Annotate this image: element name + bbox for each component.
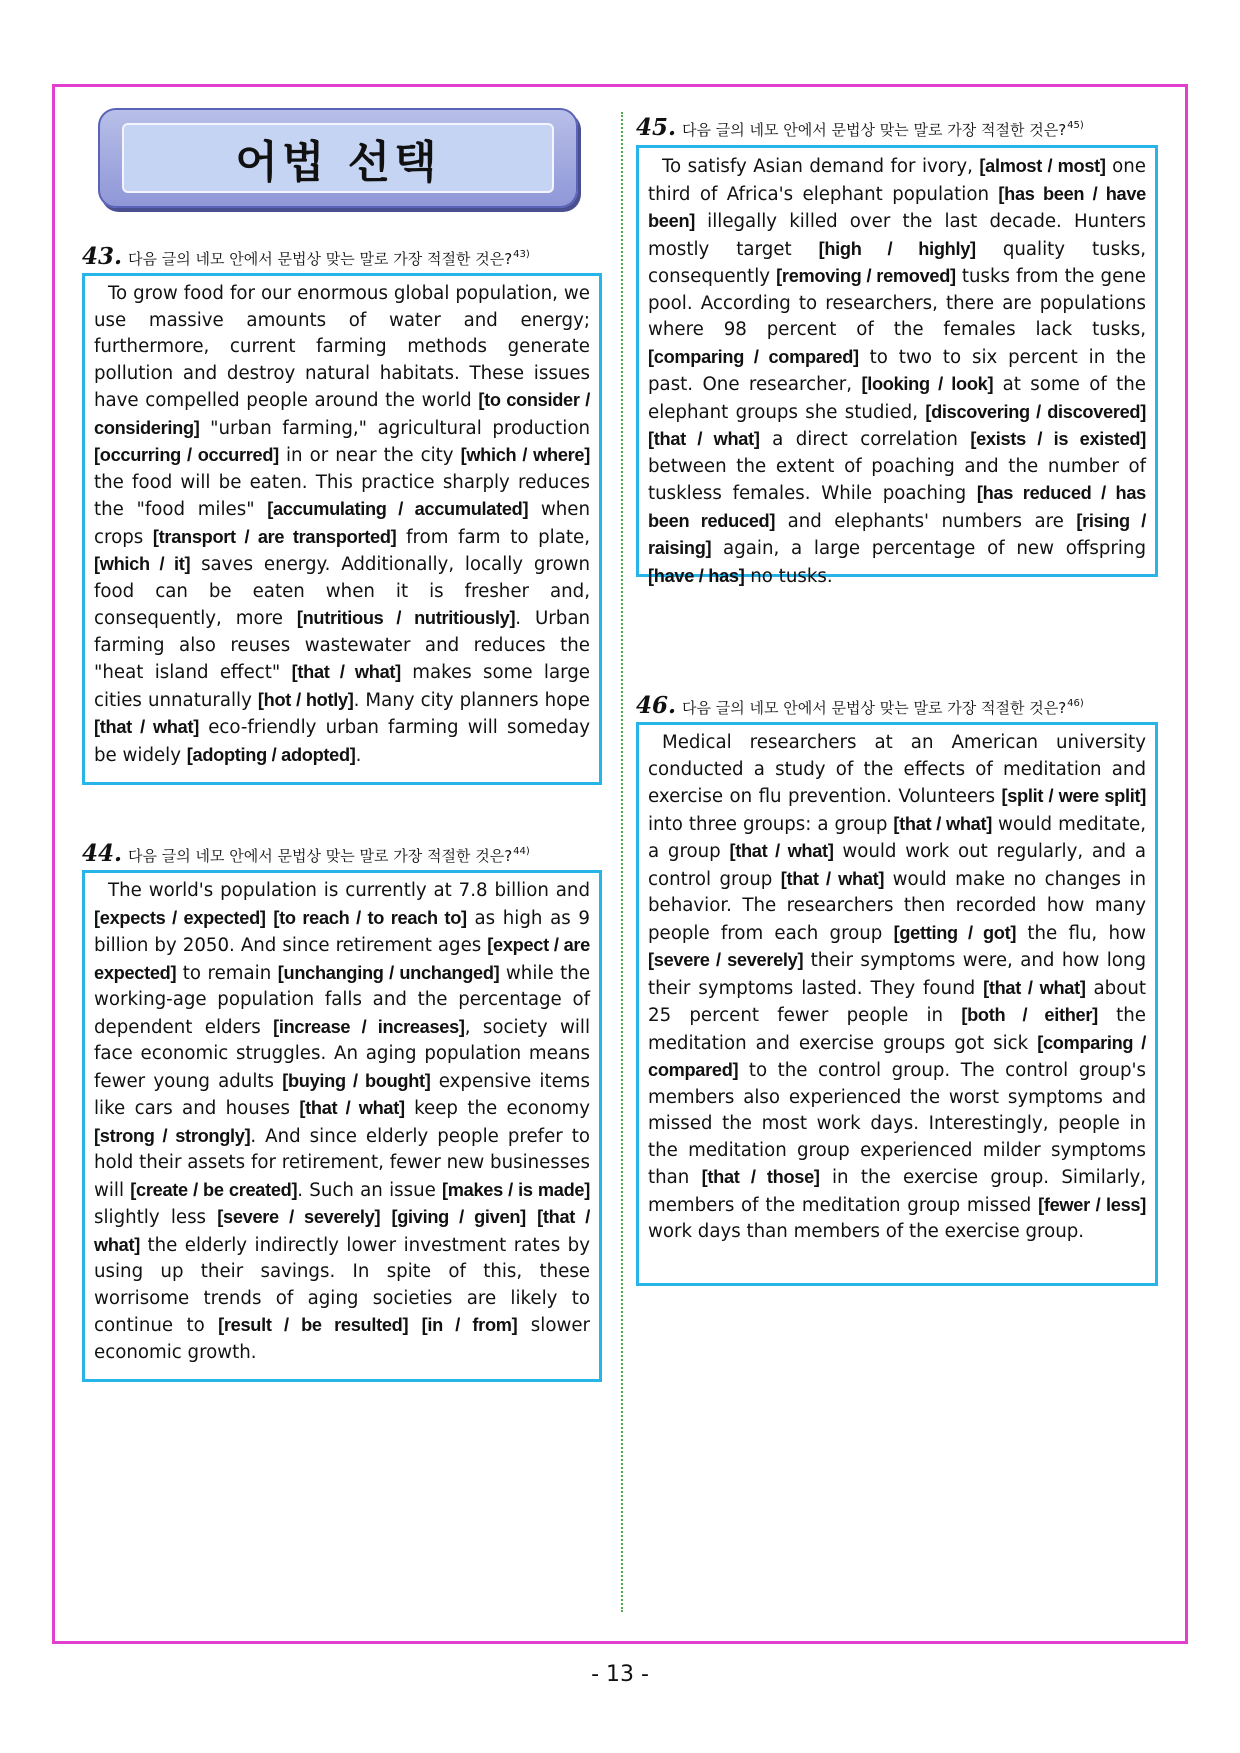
choice-bracket: [nutritious / nutritiously] <box>296 608 516 628</box>
passage-box <box>82 273 602 785</box>
choice-bracket: [accumulating / accumulated] <box>267 499 529 519</box>
question-number: 43. <box>82 243 123 270</box>
choice-bracket: [unchanging / unchanged] <box>277 962 500 983</box>
passage-text: work days than members of the exercise group. <box>648 1221 1085 1242</box>
passage-text: . Urban farming also reuses wastewater and reduces the "heat island effect" <box>94 608 590 683</box>
passage-text: one third of Africa's elephant population <box>648 156 1146 205</box>
passage-text: tusks from the gene pool. According to researchers, there are populations where 98 percent of the females lack tusks, <box>648 266 1146 340</box>
passage-text: in or near the city <box>278 445 461 466</box>
choice-bracket: [has been / have been] <box>648 183 1146 231</box>
passage-text: the meditation and exercise groups got sick <box>648 1005 1147 1054</box>
passage-text: quality tusks, consequently <box>648 238 1146 287</box>
passage-text: saves energy. Additionally, locally grown food can be eaten when it is fresher and, consequently, more <box>94 554 590 629</box>
choice-bracket: [strong / strongly] <box>94 1125 251 1146</box>
choice-bracket: [buying / bought] <box>282 1070 431 1091</box>
section-title-banner <box>98 108 578 208</box>
passage-text: a direct correlation <box>759 429 971 450</box>
passage-text: . <box>355 744 362 766</box>
question-number: 45. <box>636 114 677 141</box>
choice-bracket: [increase / increases] <box>273 1016 465 1037</box>
passage-box <box>82 870 602 1382</box>
passage-text: to the control group. The control group's members also experienced the worst symptoms and missed the most work days. Interestingly, people in the meditation group experienced milder symptoms than <box>648 1060 1146 1188</box>
passage-text: Medical researchers at an American university conducted a study of the effects of meditation and exercise on flu prevention. Volunteers <box>648 732 1146 807</box>
choice-bracket: [that / what] <box>299 1098 405 1118</box>
choice-bracket: [exists / is existed] <box>970 429 1146 449</box>
passage-text: would meditate, a group <box>648 813 1146 862</box>
passage-text: as high as 9 billion by 2050. And since retirement ages <box>94 907 591 956</box>
passage-text <box>408 1315 421 1336</box>
passage-text: the flu, how <box>1016 922 1146 944</box>
choice-bracket: [severe / severely] <box>217 1207 381 1227</box>
passage-text <box>526 1207 537 1228</box>
passage-text: "urban farming," agricultural production <box>199 417 590 439</box>
choice-bracket: [comparing / compared] <box>648 1032 1146 1080</box>
passage-text: and elephants' numbers are <box>775 510 1077 532</box>
question-heading <box>82 840 530 867</box>
footnote-marker: 43) <box>513 249 530 260</box>
passage-text <box>380 1207 391 1228</box>
passage-text: . Many city planners hope <box>353 689 590 711</box>
choice-bracket: [discovering / discovered] <box>925 401 1146 422</box>
section-title-inner <box>122 123 554 193</box>
choice-bracket: [that / what] <box>291 662 401 682</box>
choice-bracket: [result / be resulted] <box>218 1315 409 1335</box>
choice-bracket: [severe / severely] <box>648 950 804 970</box>
passage-text: . Such an issue <box>297 1179 443 1201</box>
question-prompt: 다음 글의 네모 안에서 문법상 맞는 말로 가장 적절한 것은? <box>682 699 1067 717</box>
passage-box <box>636 722 1158 1286</box>
page-number: - 13 - <box>591 1662 649 1687</box>
choice-bracket: [hot / hotly] <box>257 689 354 710</box>
passage-text: from farm to plate, <box>396 526 590 548</box>
choice-bracket: [almost / most] <box>979 156 1106 176</box>
question-heading <box>82 243 530 270</box>
choice-bracket: [expect / are expected] <box>94 935 590 983</box>
column-divider <box>621 112 623 1612</box>
passage-text: when crops <box>94 499 590 548</box>
passage-text: illegally killed over the last decade. Hunters mostly target <box>648 211 1146 260</box>
passage-text: to two to six percent in the past. One researcher, <box>648 346 1146 395</box>
choice-bracket: [high / highly] <box>818 238 976 259</box>
choice-bracket: [create / be created] <box>130 1179 298 1200</box>
question-prompt: 다음 글의 네모 안에서 문법상 맞는 말로 가장 적절한 것은? <box>128 847 513 865</box>
passage-text: again, a large percentage of new offspring <box>711 538 1146 559</box>
choice-bracket: [that / what] <box>780 868 885 889</box>
question-prompt: 다음 글의 네모 안에서 문법상 맞는 말로 가장 적절한 것은? <box>128 250 513 268</box>
choice-bracket: [expects / expected] <box>94 907 266 928</box>
passage-text: makes some large cities unnaturally <box>94 662 590 711</box>
passage-text: between the extent of poaching and the number of tuskless females. While poaching <box>648 455 1146 504</box>
choice-bracket: [split / were split] <box>1001 786 1146 806</box>
passage-text: while the working-age population falls and the percentage of dependent elders <box>94 962 591 1038</box>
question-heading <box>636 692 1084 719</box>
passage-text: no tusks. <box>744 565 833 587</box>
footnote-marker: 44) <box>513 846 530 857</box>
passage-text: into three groups: a group <box>648 813 894 835</box>
choice-bracket: [makes / is made] <box>442 1179 590 1200</box>
choice-bracket: [fewer / less] <box>1038 1194 1146 1215</box>
passage-text: at some of the elephant groups she studied, <box>648 374 1146 423</box>
question-number: 44. <box>82 840 123 867</box>
passage-text: slower economic growth. <box>94 1315 590 1363</box>
choice-bracket: [adopting / adopted] <box>186 744 356 765</box>
passage-text: keep the economy <box>404 1098 591 1119</box>
choice-bracket: [removing / removed] <box>776 266 956 286</box>
passage-text: slightly less <box>94 1207 218 1228</box>
passage-text: the food will be eaten. This practice sharply reduces the "food miles" <box>94 471 590 520</box>
choice-bracket: [in / from] <box>421 1315 518 1335</box>
passage-text: would make no changes in behavior. The researchers then recorded how many people from each group <box>648 868 1146 944</box>
passage-text: to remain <box>176 962 278 984</box>
passage-text: would work out regularly, and a control group <box>648 841 1147 890</box>
choice-bracket: [that / what] <box>729 841 834 861</box>
passage-text: , society will face economic struggles. An aging population means fewer young adults <box>94 1016 590 1092</box>
choice-bracket: [getting / got] <box>893 922 1017 943</box>
passage-text: in the exercise group. Similarly, members of the meditation group missed <box>648 1167 1146 1216</box>
choice-bracket: [which / it] <box>94 554 191 574</box>
passage-text: eco-friendly urban farming will someday be widely <box>94 717 590 766</box>
choice-bracket: [both / either] <box>961 1005 1098 1025</box>
choice-bracket: [looking / look] <box>861 374 994 394</box>
choice-bracket: [that / what] <box>893 813 992 834</box>
choice-bracket: [transport / are transported] <box>152 526 397 547</box>
question-prompt: 다음 글의 네모 안에서 문법상 맞는 말로 가장 적절한 것은? <box>682 121 1067 139</box>
choice-bracket: [have / has] <box>648 565 745 586</box>
passage-text: The world's population is currently at 7.8 billion and <box>108 880 590 901</box>
passage-text: their symptoms were, and how long their symptoms lasted. They found <box>648 950 1146 999</box>
choice-bracket: [that / what] <box>94 1207 590 1255</box>
choice-bracket: [to consider / considering] <box>94 390 590 438</box>
choice-bracket: [that / what] <box>94 717 199 737</box>
choice-bracket: [comparing / compared] <box>648 346 859 367</box>
choice-bracket: [which / where] <box>460 445 590 465</box>
choice-bracket: [that / what] <box>983 977 1086 998</box>
passage-text: . And since elderly people prefer to hold their assets for retirement, fewer new businesses will <box>94 1125 590 1201</box>
footnote-marker: 45) <box>1067 120 1084 131</box>
choice-bracket: [occurring / occurred] <box>94 445 279 465</box>
choice-bracket: [has reduced / has been reduced] <box>648 483 1146 531</box>
passage-text: the elderly indirectly lower investment rates by using up their savings. In spite of this, these worrisome trends of aging societies are likely to continue to <box>94 1234 590 1336</box>
passage-text: about 25 percent fewer people in <box>648 977 1146 1026</box>
passage-box <box>636 145 1158 587</box>
passage-text: To grow food for our enormous global population, we use massive amounts of water and energy; furthermore, current farming methods generate pollution and destroy natural habitats. These issues have compelled people around the world <box>94 283 590 411</box>
choice-bracket: [giving / given] <box>391 1207 526 1227</box>
choice-bracket: [that / those] <box>701 1167 820 1187</box>
passage-text: To satisfy Asian demand for ivory, <box>662 156 980 177</box>
section-title: 어법 선택 <box>235 137 441 188</box>
footnote-marker: 46) <box>1067 698 1084 709</box>
choice-bracket: [to reach / to reach to] <box>273 907 467 928</box>
question-number: 46. <box>636 692 677 719</box>
choice-bracket: [that / what] <box>648 429 760 449</box>
choice-bracket: [rising / raising] <box>648 510 1146 558</box>
passage-text: expensive items like cars and houses <box>94 1070 590 1119</box>
question-heading <box>636 114 1084 141</box>
